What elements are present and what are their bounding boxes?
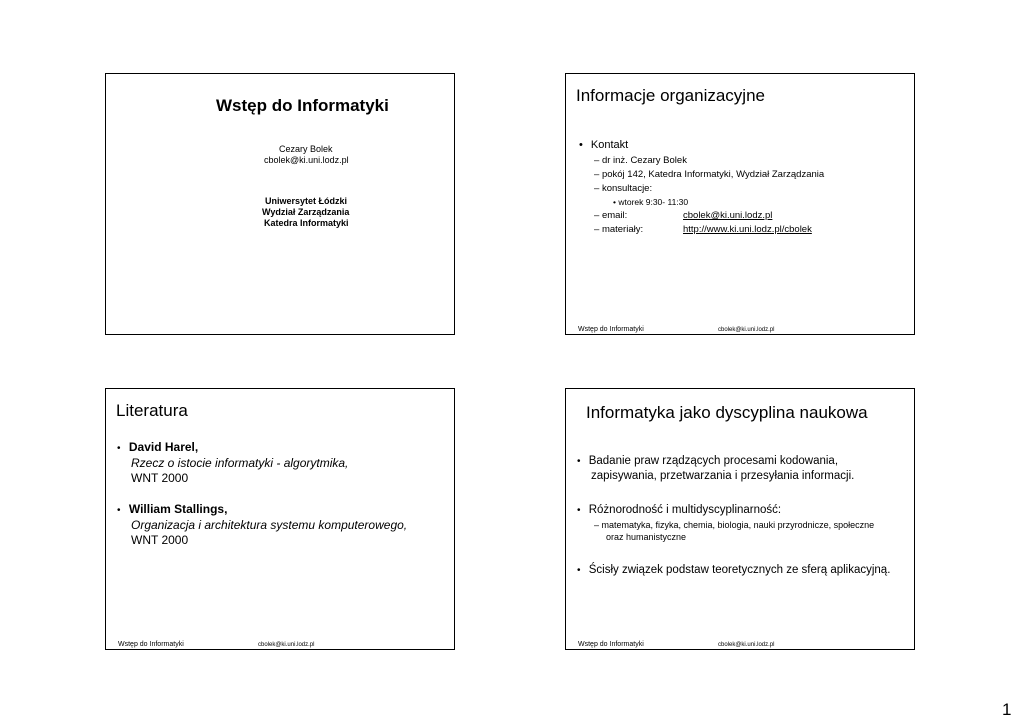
org-faculty: Wydział Zarządzania bbox=[262, 207, 350, 217]
email-label: email: bbox=[601, 210, 628, 221]
book-entry: • William Stallings, Organizacja i architektura systemu komputerowego, WNT 2000 bbox=[117, 502, 408, 547]
footer-email: cbolek@ki.uni.lodz.pl bbox=[718, 642, 775, 648]
author-email: cbolek@ki.uni.lodz.pl bbox=[264, 155, 349, 165]
book-author: William Stallings, bbox=[128, 502, 228, 516]
bullet-diversity: • Różnorodność i multidyscyplinarność: bbox=[577, 504, 782, 516]
book-title: Rzecz o istocie informatyki - algorytmika, bbox=[131, 456, 349, 470]
list-item: – pokój 142, Katedra Informatyki, Wydział Zarządzania bbox=[594, 169, 825, 180]
footer-title: Wstęp do Informatyki bbox=[578, 326, 644, 333]
slide-title: Informacje organizacyjne bbox=[576, 86, 765, 105]
sub-list-item: • wtorek 9:30- 11:30 bbox=[613, 197, 689, 207]
materials-label: materiały: bbox=[601, 224, 644, 235]
email-row: – email: bbox=[594, 210, 628, 221]
slide-title: Literatura bbox=[116, 401, 188, 420]
org-university: Uniwersytet Łódzki bbox=[265, 196, 348, 206]
footer-title: Wstęp do Informatyki bbox=[118, 641, 184, 648]
page-number: 1 bbox=[1002, 700, 1012, 719]
book-publisher: WNT 2000 bbox=[131, 471, 189, 485]
org-department: Katedra Informatyki bbox=[264, 218, 349, 228]
bullet-contact bbox=[579, 138, 628, 152]
bullet-relation: • Ścisły związek podstaw teoretycznych ze sferą aplikacyjną. bbox=[577, 564, 891, 576]
slide-literature bbox=[105, 388, 455, 650]
slide-title: Wstęp do Informatyki bbox=[216, 96, 389, 115]
footer-title: Wstęp do Informatyki bbox=[578, 641, 644, 648]
book-title: Organizacja i architektura systemu komputerowego, bbox=[131, 518, 408, 532]
footer-email: cbolek@ki.uni.lodz.pl bbox=[718, 327, 775, 333]
footer-email: cbolek@ki.uni.lodz.pl bbox=[258, 642, 315, 648]
materials-row: – materiały: bbox=[594, 224, 644, 235]
book-entry: • David Harel, Rzecz o istocie informatyki - algorytmika, WNT 2000 bbox=[117, 440, 349, 485]
bullet-research: • Badanie praw rządzących procesami kodowania, zapisywania, przetwarzania i przesyłania informacji. bbox=[577, 455, 855, 482]
list-item: – konsultacje: bbox=[594, 183, 653, 194]
slide-title: Informatyka jako dyscyplina naukowa bbox=[586, 403, 868, 422]
slide-organizational-info bbox=[565, 73, 915, 335]
materials-link[interactable]: http://www.ki.uni.lodz.pl/cbolek bbox=[683, 224, 812, 235]
bullet-label: Kontakt bbox=[590, 139, 629, 151]
bullet-icon: • bbox=[579, 139, 583, 151]
author-name: Cezary Bolek bbox=[279, 144, 333, 154]
sub-list-item: – matematyka, fizyka, chemia, biologia, nauki przyrodnicze, społeczne oraz humanistyczne bbox=[594, 520, 875, 542]
book-publisher: WNT 2000 bbox=[131, 533, 189, 547]
email-link[interactable]: cbolek@ki.uni.lodz.pl bbox=[683, 210, 773, 221]
book-author: David Harel, bbox=[128, 440, 199, 454]
slide-informatics-discipline bbox=[565, 388, 915, 650]
list-item: – dr inż. Cezary Bolek bbox=[594, 155, 687, 166]
slide-title-page bbox=[105, 73, 455, 335]
